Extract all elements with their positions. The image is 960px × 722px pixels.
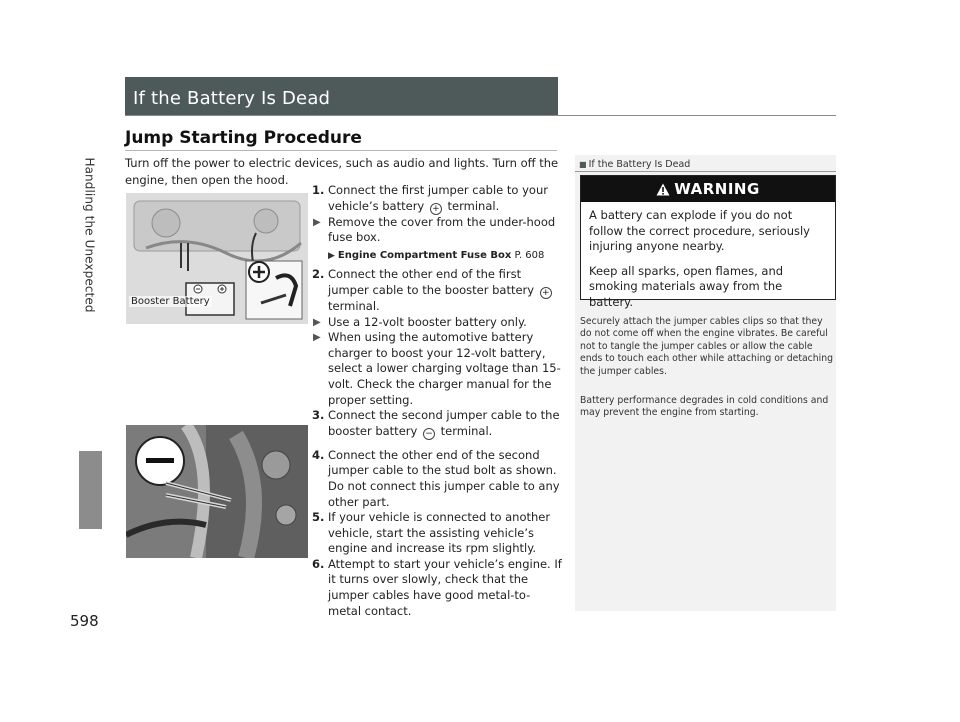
warning-header: WARNING xyxy=(581,176,835,202)
note-cable-clips: Securely attach the jumper cables clips so that they do not come off when the engine vibrates. Be careful not to tangle the jumper cables or allow the cable ends to touch each other while attaching or detaching the jumper cables. xyxy=(580,316,834,377)
sidebar-marker-icon: ■ xyxy=(579,160,587,169)
arrow-icon: ▶ xyxy=(313,216,321,228)
sidebar-header: ■ If the Battery Is Dead xyxy=(579,159,691,170)
section-title-bar xyxy=(125,77,558,115)
intro-paragraph: Turn off the power to electric devices, such as audio and lights. Turn off the engine, then open the hood. xyxy=(125,156,559,187)
warning-text-explosion: A battery can explode if you do not follow the correct procedure, seriously injuring anyone nearby. xyxy=(589,208,810,253)
procedure-steps xyxy=(312,183,562,619)
step-6: 6. Attempt to start your vehicle’s engine. If it turns over slowly, check that the jumper cables have good metal-to-metal contact. xyxy=(312,556,562,618)
positive-terminal-icon: + xyxy=(540,287,552,299)
step-2: 2. Connect the other end of the first jumper cable to the booster battery + terminal. xyxy=(312,267,562,314)
chapter-tab-marker xyxy=(79,451,102,529)
negative-terminal-icon: − xyxy=(423,428,435,440)
step-1: 1. Connect the first jumper cable to your vehicle’s battery + terminal. xyxy=(312,183,548,214)
step-5: 5. If your vehicle is connected to another vehicle, start the assisting vehicle’s engine and increase its rpm slightly. xyxy=(312,510,551,556)
reference-arrow-icon: ▶ xyxy=(328,250,335,261)
arrow-icon: ▶ xyxy=(313,316,321,328)
heading-divider xyxy=(125,150,557,151)
fuse-box-page-reference[interactable]: ▶ Engine Compartment Fuse Box P. 608 xyxy=(328,249,545,261)
page-number: 598 xyxy=(70,612,99,630)
procedure-heading: Jump Starting Procedure xyxy=(125,128,362,148)
step-4: 4. Connect the other end of the second jumper cable to the stud bolt as shown. Do not connect this jumper cable to any other part. xyxy=(312,447,560,509)
title-divider xyxy=(125,115,836,116)
note-cold-weather: Battery performance degrades in cold conditions and may prevent the engine from starting. xyxy=(580,395,829,419)
step-1-note: ▶ Remove the cover from the under-hood fuse box. xyxy=(313,214,556,245)
step-3: 3. Connect the second jumper cable to the booster battery − terminal. xyxy=(312,408,560,439)
notes-sidebar xyxy=(575,155,836,611)
step-2-note-charger: ▶ When using the automotive battery charger to boost your 12-volt battery, select a lower charging voltage than 15-volt. Check the charger manual for the proper setting. xyxy=(313,330,561,407)
engine-bay-illustration xyxy=(126,193,308,324)
section-title: If the Battery Is Dead xyxy=(133,88,331,109)
stud-bolt-illustration xyxy=(126,425,308,558)
positive-terminal-icon: + xyxy=(430,203,442,215)
chapter-side-label: Handling the Unexpected xyxy=(83,157,98,313)
booster-battery-label: Booster Battery xyxy=(131,296,210,307)
warning-triangle-icon xyxy=(656,183,670,196)
step-2-note-voltage: ▶ Use a 12-volt booster battery only. xyxy=(313,314,527,329)
warning-text-sparks: Keep all sparks, open flames, and smoking materials away from the battery. xyxy=(589,263,784,309)
warning-box xyxy=(580,175,836,309)
sidebar-divider xyxy=(575,171,836,172)
arrow-icon: ▶ xyxy=(313,332,321,344)
